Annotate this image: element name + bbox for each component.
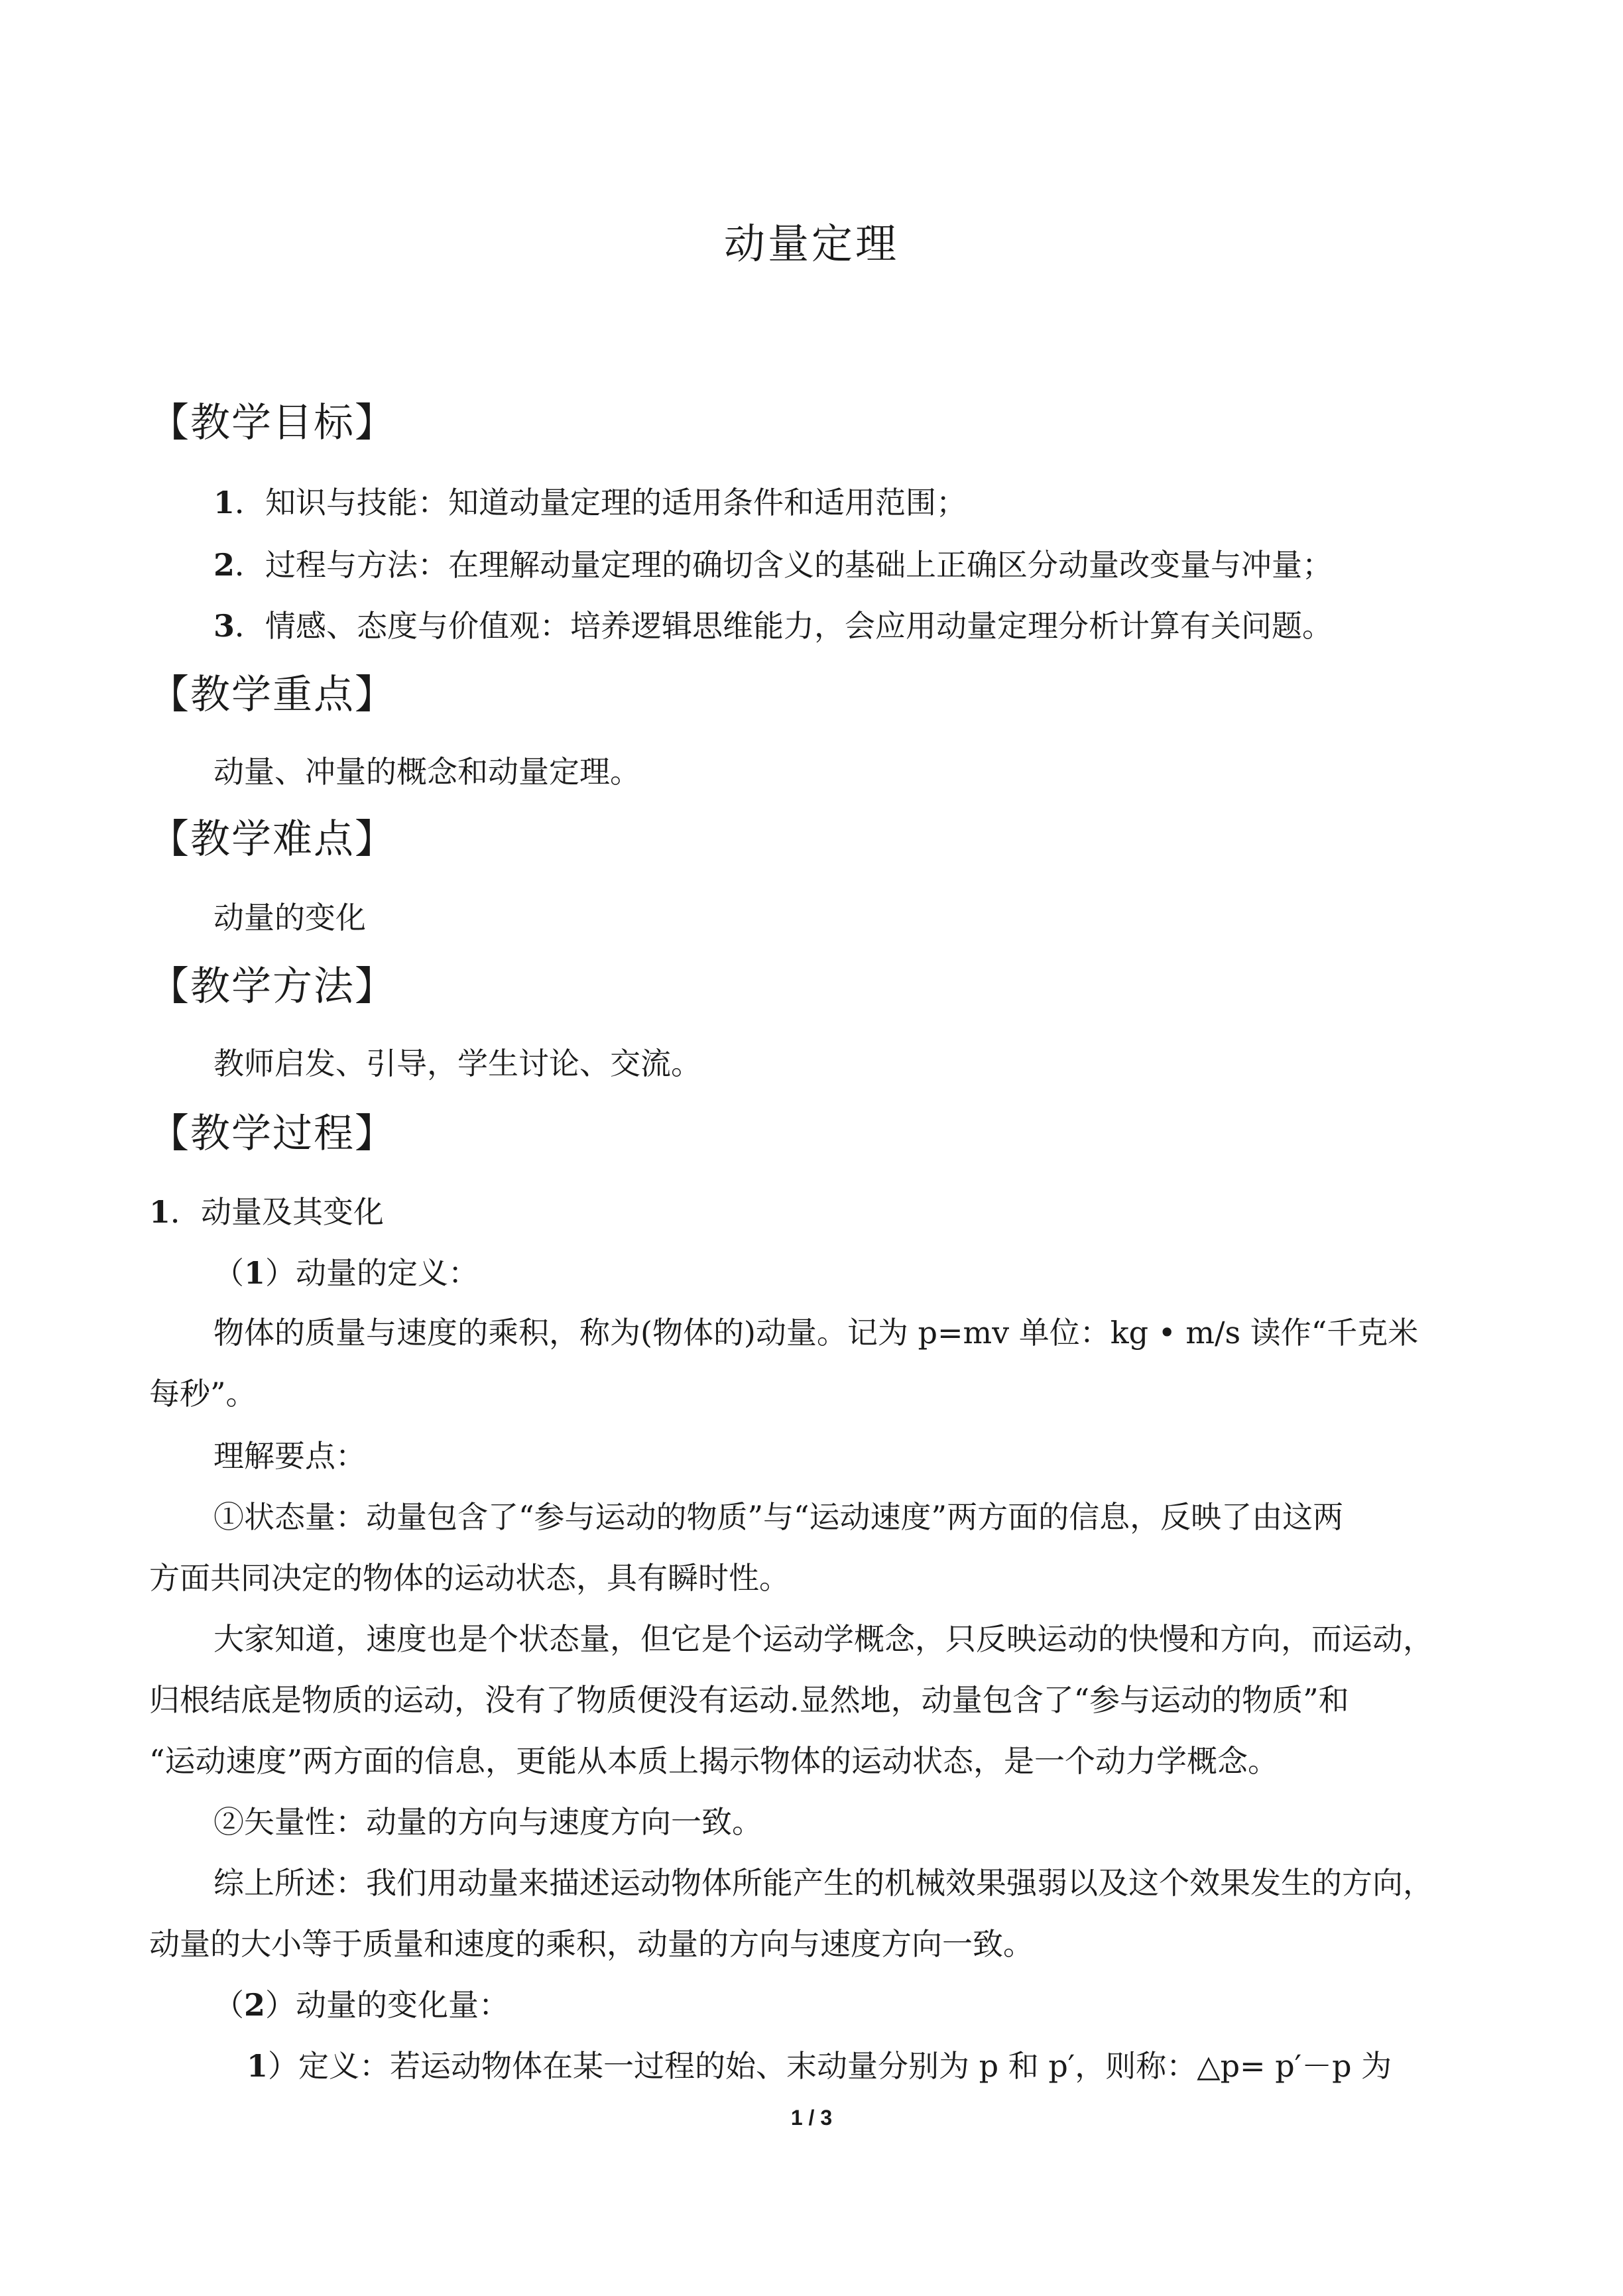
subsection-number: 1 — [244, 1255, 266, 1291]
subsection-number: 2 — [244, 1987, 266, 2023]
understanding-points-label: 理解要点： — [213, 1438, 366, 1474]
subsection-title: ）动量的变化量： — [265, 1987, 510, 2023]
section-heading-momentum — [149, 1188, 384, 1232]
summary-line-2: 动量的大小等于质量和速度的乘积，动量的方向与速度方向一致。 — [149, 1926, 1034, 1962]
methods-text: 教师启发、引导，学生讨论、交流。 — [213, 1046, 701, 1081]
heading-process: 【教学过程】 — [149, 1111, 396, 1157]
keypoints-text: 动量、冲量的概念和动量定理。 — [213, 754, 640, 790]
objective-text: ．情感、态度与价值观：培养逻辑思维能力，会应用动量定理分析计算有关问题。 — [235, 608, 1333, 644]
heading-keypoints: 【教学重点】 — [149, 672, 396, 718]
objective-text: ．过程与方法：在理解动量定理的确切含义的基础上正确区分动量改变量与冲量； — [235, 547, 1333, 583]
page-title: 动量定理 — [723, 219, 899, 268]
objective-item-1 — [213, 479, 967, 522]
subsection-change — [213, 1981, 509, 2025]
paragraph-velocity-line-3: “运动速度”两方面的信息，更能从本质上揭示物体的运动状态，是一个动力学概念。 — [149, 1743, 1279, 1779]
paragraph-definition-line-2: 每秒”。 — [149, 1376, 257, 1412]
paren-open: （ — [213, 1255, 244, 1291]
point1-line-2: 方面共同决定的物体的运动状态，具有瞬时性。 — [149, 1560, 790, 1596]
section-number: 1 — [149, 1194, 171, 1230]
summary-line-1: 综上所述：我们用动量来描述运动物体所能产生的机械效果强弱以及这个效果发生的方向， — [213, 1865, 1433, 1901]
paragraph-velocity-line-2: 归根结底是物质的运动，没有了物质便没有运动.显然地，动量包含了“参与运动的物质”和 — [149, 1682, 1349, 1718]
heading-methods: 【教学方法】 — [149, 963, 396, 1010]
point2-vector: ②矢量性：动量的方向与速度方向一致。 — [213, 1804, 762, 1840]
paragraph-velocity-line-1: 大家知道，速度也是个状态量，但它是个运动学概念，只反映运动的快慢和方向，而运动， — [213, 1621, 1433, 1657]
section-title: ．动量及其变化 — [170, 1194, 385, 1230]
paren-open: （ — [213, 1987, 244, 2023]
definition-text: ）定义：若运动物体在某一过程的始、末动量分别为 p 和 p′，则称：△p= p′－p 为 — [268, 2048, 1392, 2084]
objective-item-2 — [213, 541, 1333, 585]
objective-text: ．知识与技能：知道动量定理的适用条件和适用范围； — [235, 485, 967, 520]
definition-line — [247, 2042, 1392, 2086]
heading-difficulties: 【教学难点】 — [149, 816, 396, 863]
definition-number: 1 — [247, 2048, 269, 2084]
objective-number: 1 — [213, 485, 235, 520]
heading-objectives: 【教学目标】 — [149, 400, 396, 446]
objective-number: 3 — [213, 608, 235, 644]
objective-number: 2 — [213, 547, 235, 583]
point1-line-1: ①状态量：动量包含了“参与运动的物质”与“运动速度”两方面的信息，反映了由这两 — [213, 1499, 1344, 1535]
difficulties-text: 动量的变化 — [213, 900, 366, 936]
paragraph-definition-line-1: 物体的质量与速度的乘积，称为(物体的)动量。记为 p=mv 单位：kg • m/s 读作“千克米 — [213, 1315, 1419, 1351]
subsection-title: ）动量的定义： — [265, 1255, 479, 1291]
objective-item-3 — [213, 602, 1333, 646]
subsection-definition — [213, 1249, 479, 1293]
page-number: 1 / 3 — [790, 2106, 833, 2130]
